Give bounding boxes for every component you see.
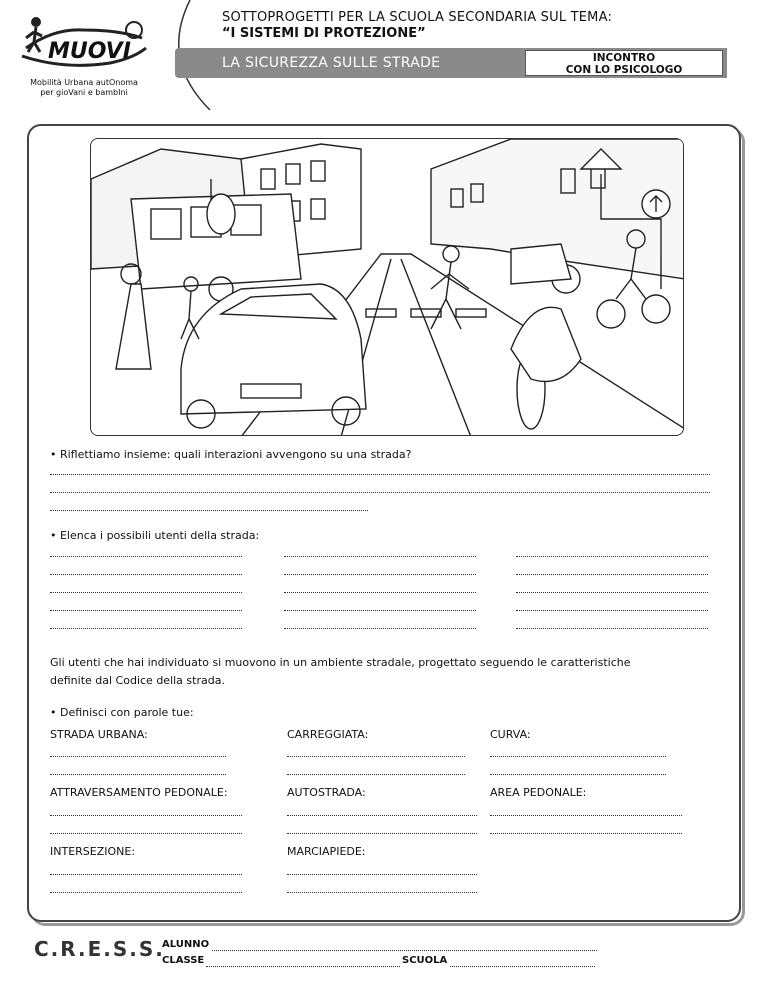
intro-paragraph: [50, 654, 730, 690]
imuovi-logo: [14, 8, 154, 98]
question-interactions: • Riflettiamo insieme: quali interazioni avvengono su una strada?: [50, 448, 412, 461]
question-road-users: • Elenca i possibili utenti della strada:: [50, 529, 260, 542]
answer-line[interactable]: [516, 556, 708, 557]
term-strada-urbana: STRADA URBANA:: [50, 728, 148, 741]
answer-line[interactable]: [490, 815, 682, 816]
header-title-line2: “I SISTEMI DI PROTEZIONE”: [222, 26, 426, 41]
answer-line[interactable]: [287, 756, 465, 757]
header-box-line2: CON LO PSICOLOGO: [565, 64, 683, 76]
intro-paragraph-line2: definite dal Codice della strada.: [50, 674, 225, 687]
answer-line[interactable]: [287, 774, 465, 775]
answer-line[interactable]: [50, 892, 242, 893]
answer-line[interactable]: [287, 833, 477, 834]
answer-line[interactable]: [490, 756, 666, 757]
term-area-pedonale: AREA PEDONALE:: [490, 786, 587, 799]
answer-line[interactable]: [50, 492, 710, 493]
answer-line[interactable]: [490, 833, 682, 834]
answer-line[interactable]: [50, 610, 242, 611]
answer-line[interactable]: [516, 628, 708, 629]
imuovi-logo-graphic: [14, 8, 154, 78]
scuola-label: SCUOLA: [402, 955, 448, 966]
answer-line[interactable]: [287, 874, 477, 875]
answer-line[interactable]: [284, 556, 476, 557]
answer-line[interactable]: [50, 574, 242, 575]
answer-line[interactable]: [516, 592, 708, 593]
term-autostrada: AUTOSTRADA:: [287, 786, 366, 799]
street-scene-drawing: [91, 139, 684, 436]
answer-line[interactable]: [50, 556, 242, 557]
cress-logo-text: C.R.E.S.S.: [34, 937, 165, 961]
header-box-line1: INCONTRO: [592, 52, 656, 64]
term-marciapiede: MARCIAPIEDE:: [287, 845, 366, 858]
answer-line[interactable]: [50, 815, 242, 816]
svg-text:MUOVI: MUOVI: [48, 39, 131, 64]
classe-label: CLASSE: [162, 955, 205, 966]
header-box: [525, 50, 723, 76]
answer-line[interactable]: [50, 833, 242, 834]
alunno-label: ALUNNO: [162, 939, 210, 950]
answer-line[interactable]: [284, 610, 476, 611]
alunno-field[interactable]: [212, 950, 597, 951]
answer-line[interactable]: [516, 574, 708, 575]
cress-logo: [30, 933, 170, 983]
term-curva: CURVA:: [490, 728, 531, 741]
classe-field[interactable]: [206, 966, 400, 967]
term-attraversamento: ATTRAVERSAMENTO PEDONALE:: [50, 786, 228, 799]
answer-line[interactable]: [516, 610, 708, 611]
answer-line[interactable]: [50, 774, 226, 775]
term-carreggiata: CARREGGIATA:: [287, 728, 369, 741]
header-bar-label: LA SICUREZZA SULLE STRADE: [222, 55, 441, 71]
answer-line[interactable]: [490, 774, 666, 775]
answer-line[interactable]: [284, 628, 476, 629]
logo-tagline-2: per gioVani e bambIni: [40, 88, 128, 97]
answer-line[interactable]: [50, 628, 242, 629]
logo-tagline-1: Mobilità Urbana autOnoma: [30, 78, 138, 87]
question-definitions: • Definisci con parole tue:: [50, 706, 194, 719]
answer-line[interactable]: [287, 892, 477, 893]
term-intersezione: INTERSEZIONE:: [50, 845, 136, 858]
scuola-field[interactable]: [450, 966, 595, 967]
answer-line[interactable]: [284, 574, 476, 575]
intro-paragraph-line1: Gli utenti che hai individuato si muovono in un ambiente stradale, progettato seguendo le caratteristiche: [50, 656, 631, 669]
answer-line[interactable]: [50, 474, 710, 475]
answer-line[interactable]: [287, 815, 477, 816]
street-illustration: [90, 138, 684, 436]
answer-line[interactable]: [50, 510, 368, 511]
answer-line[interactable]: [284, 592, 476, 593]
answer-line[interactable]: [50, 874, 242, 875]
answer-line[interactable]: [50, 592, 242, 593]
answer-line[interactable]: [50, 756, 226, 757]
header-title-line1: SOTTOPROGETTI PER LA SCUOLA SECONDARIA SUL TEMA:: [222, 10, 613, 25]
